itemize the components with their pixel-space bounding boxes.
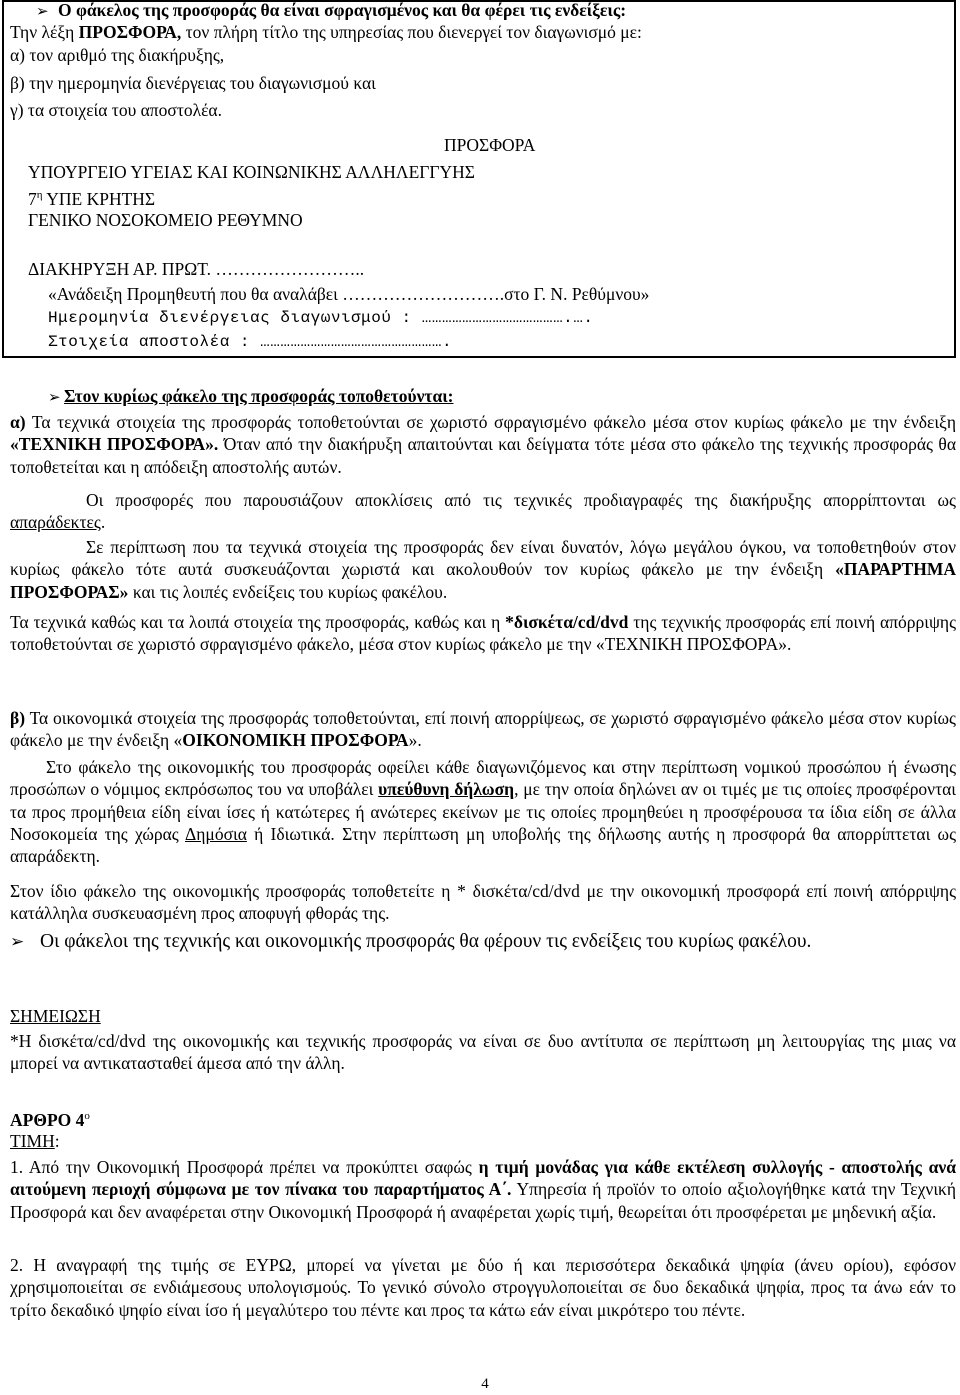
label-hospital: ΓΕΝΙΚΟ ΝΟΣΟΚΟΜΕΙΟ ΡΕΘΥΜΝΟ bbox=[28, 210, 303, 230]
note-title: ΣΗΜΕΙΩΣΗ bbox=[10, 1006, 101, 1026]
envelope-line-1: Την λέξη ΠΡΟΣΦΟΡΑ, τον πλήρη τίτλο της υπηρεσίας που διενεργεί τον διαγωνισμό με: bbox=[10, 22, 642, 42]
disk-paragraph: Τα τεχνικά καθώς και τα λοιπά στοιχεία της προσφοράς, καθώς και η *δισκέτα/cd/dvd της τεχνικής προσφοράς επί ποινή απόρριψης τοποθετούνται σε χωριστό σφραγισμένο φάκελο, μέσα στον κυρίως φάκελο με την «ΤΕΧΝΙΚΗ ΠΡΟΣΦΟΡΑ». bbox=[10, 612, 957, 655]
price-paragraph-1: 1. Από την Οικονομική Προσφορά πρέπει να προκύπτει σαφώς η τιμή μονάδας για κάθε εκτέλεση συλλογής - αποστολής ανά αιτούμενη περιοχή σύμφωνα με τον πίνακα του παραρτήματος Α΄. Υπηρεσία ή προϊόν το οποίο αξιολογήθηκε κατά την Τεχνική Προσφορά και δεν αναφέρεται στην Οικονομική Προσφορά ή αναφέρεται χωρίς τιμή, θεωρείται ότι προσφέρεται με μηδενική αξία. bbox=[10, 1157, 956, 1222]
article-subtitle: ΤΙΜΗ: bbox=[10, 1131, 60, 1151]
label-declaration: ΔΙΑΚΗΡΥΞΗ ΑΡ. ΠΡΩΤ. …………………….. bbox=[28, 259, 365, 279]
final-bullet-paragraph: ➢ Οι φάκελοι της τεχνικής και οικονομικής προσφοράς θα φέρουν τις ενδείξεις του κυρίως φακέλου. bbox=[10, 929, 956, 955]
label-sender-line: Στοιχεία αποστολέα : ………………………………………………. bbox=[48, 333, 453, 351]
article-title: ΑΡΘΡΟ $4^o$ bbox=[10, 1109, 90, 1130]
price-paragraph-2: 2. Η αναγραφή της τιμής σε ΕΥΡΩ, μπορεί να γίνεται με δύο ή και περισσότερα δεκαδικά ψηφία (άνευ ορίου), εφόσον χρησιμοποιείται σε ενδιάμεσους υπολογισμούς. Το γενικό σύνολο στρογγυλοποιείται σε δυο δεκαδικά ψηφία, προς τα άνω εάν το τρίτο δεκαδικό ψηφίο είναι ίσο ή μεγαλύτερο του πέντε και προς τα κάτω εάν είναι μικρότερο του πέντε. bbox=[10, 1255, 956, 1320]
envelope-heading: ➢ Ο φάκελος της προσφοράς θα είναι σφραγισμένος και θα φέρει τις ενδείξεις: bbox=[10, 0, 956, 22]
envelope-item-c: γ) τα στοιχεία του αποστολέα. bbox=[10, 100, 222, 120]
rejected-paragraph: Οι προσφορές που παρουσιάζουν αποκλίσεις από τις τεχνικές προδιαγραφές της διακήρυξης απορρίπτονται ως απαράδεκτες. bbox=[10, 490, 956, 533]
technical-offer-paragraph: α) Τα τεχνικά στοιχεία της προσφοράς τοποθετούνται σε χωριστό σφραγισμένο φάκελο μέσα στον κυρίως φάκελο με την ένδειξη «ΤΕΧΝΙΚΗ ΠΡΟΣΦΟΡΑ». Όταν από την διακήρυξη απαιτούνται και δείγματα τότε μέσα στο φάκελο της τεχνικής προσφοράς θα τοποθετείται και η απόδειξη αποστολής αυτών. bbox=[10, 412, 956, 477]
main-envelope-heading: ➢ Στον κυρίως φάκελο της προσφοράς τοποθετούνται: bbox=[48, 385, 960, 408]
declaration-paragraph: Στο φάκελο της οικονομικής του προσφοράς οφείλει κάθε διαγωνιζόμενος και στην περίπτωση νομικού προσώπου ή ένωσης προσώπων ο νόμιμος εκπρόσωπος του να υποβάλει υπεύθυνη δήλωση, με την οποία δηλώνει αν οι τιμές με τις οποίες προσφέρονται τα προς προμήθεια είδη είναι ίσες ή κατώτερες ή ανώτερες εκείνων με τις οποίες προμηθεύει η προσφέρουσα τα ίδια είδη σε άλλα Νοσοκομεία της χώρας Δημόσια ή Ιδιωτικά. Στην περίπτωση μη υποβολής της δήλωσης αυτής η προσφορά θα απορρίπτεται ως απαράδεκτη. bbox=[10, 757, 956, 867]
arrow-bullet-icon: ➢ bbox=[10, 932, 25, 952]
envelope-item-a: α) τον αριθμό της διακήρυξης, bbox=[10, 45, 225, 65]
note-text: *Η δισκέτα/cd/dvd της οικονομικής και τεχνικής προσφοράς να είναι σε δυο αντίτυπα σε περίπτωση μη λειτουργίας της μιας να μπορεί να αντικατασταθεί άμεσα από την άλλη. bbox=[10, 1031, 956, 1074]
envelope-item-b: β) την ημερομηνία διενέργειας του διαγωνισμού και bbox=[10, 73, 376, 93]
arrow-bullet-icon: ➢ bbox=[48, 388, 61, 406]
bulk-paragraph: Σε περίπτωση που τα τεχνικά στοιχεία της προσφοράς δεν είναι δυνατόν, λόγω μεγάλου όγκου, να τοποθετηθούν στον κυρίως φάκελο τότε αυτά συσκευάζονται χωριστά και ακολουθούν τον κυρίως φάκελο με την ένδειξη «ΠΑΡΑΡΤΗΜΑ ΠΡΟΣΦΟΡΑΣ» και τις λοιπές ενδείξεις του κυρίως φακέλου. bbox=[10, 537, 956, 602]
label-contract: «Ανάδειξη Προμηθευτή που θα αναλάβει ……………………….στο Γ. Ν. Ρεθύμνου» bbox=[48, 284, 650, 304]
same-envelope-paragraph: Στον ίδιο φάκελο της οικονομικής προσφοράς τοποθετείτε η * δισκέτα/cd/dvd με την οικονομική προσφορά επί ποινή απόρριψης κατάλληλα συσκευασμένη προς αποφυγή φθοράς της. bbox=[10, 881, 956, 924]
label-date-line: Ημερομηνία διενέργειας διαγωνισμού : …………………………………….…. bbox=[48, 309, 594, 327]
label-title: ΠΡΟΣΦΟΡΑ bbox=[444, 135, 536, 155]
label-ministry: ΥΠΟΥΡΓΕΙΟ ΥΓΕΙΑΣ ΚΑΙ ΚΟΙΝΩΝΙΚΗΣ ΑΛΛΗΛΕΓΓΥΗΣ bbox=[28, 162, 475, 182]
page-number: 4 bbox=[481, 1376, 489, 1392]
financial-offer-paragraph: β) Τα οικονομικά στοιχεία της προσφοράς τοποθετούνται, επί ποινή απορρίψεως, σε χωριστό σφραγισμένο φάκελο μέσα στον κυρίως φάκελο με την ένδειξη «ΟΙΚΟΝΟΜΙΚΗ ΠΡΟΣΦΟΡΑ». bbox=[10, 708, 956, 751]
label-ype: $7^\eta$ ΥΠΕ ΚΡΗΤΗΣ bbox=[28, 188, 156, 209]
arrow-bullet-icon: ➢ bbox=[36, 2, 49, 20]
